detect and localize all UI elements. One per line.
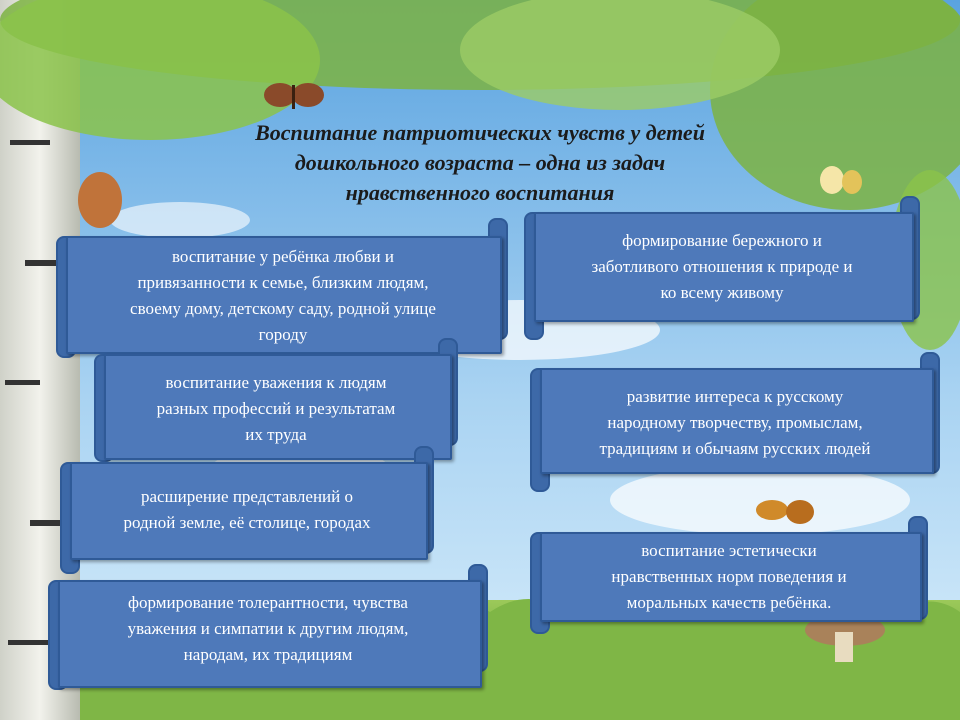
scroll-card-professions — [94, 338, 460, 462]
scroll-text: формирование толерантности, чувства уважения и симпатии к другим людям, народам, их традициям — [127, 593, 409, 664]
scroll-card-tolerance — [48, 564, 490, 690]
scroll-text: воспитание эстетически нравственных норм поведения и моральных качеств ребёнка. — [611, 541, 847, 612]
title-line-2: дошкольного возраста – одна из задач — [294, 150, 666, 175]
scroll-text: воспитание у ребёнка любви и привязанности к семье, близким людям, своему дому, детскому саду, родной улице городу — [130, 247, 436, 344]
scroll-text: формирование бережного и заботливого отношения к природе и ко всему живому — [591, 231, 853, 302]
scroll-text: развитие интереса к русскому народному творчеству, промыслам, традициям и обычаям русских людей — [599, 387, 871, 458]
scroll-text: воспитание уважения к людям разных профессий и результатам их труда — [156, 373, 396, 444]
scroll-card-family-love — [56, 218, 512, 358]
scroll-card-native-land — [60, 446, 436, 574]
scroll-card-folk-art — [530, 352, 942, 492]
title-line-1: Воспитание патриотических чувств у детей — [255, 120, 705, 145]
page-title — [180, 118, 780, 208]
scroll-text: расширение представлений о родной земле, её столице, городах — [123, 487, 371, 532]
title-line-3: нравственного воспитания — [345, 180, 615, 205]
scroll-card-aesthetic — [530, 516, 930, 634]
scroll-card-nature — [524, 196, 922, 340]
butterfly-icon — [264, 83, 324, 109]
